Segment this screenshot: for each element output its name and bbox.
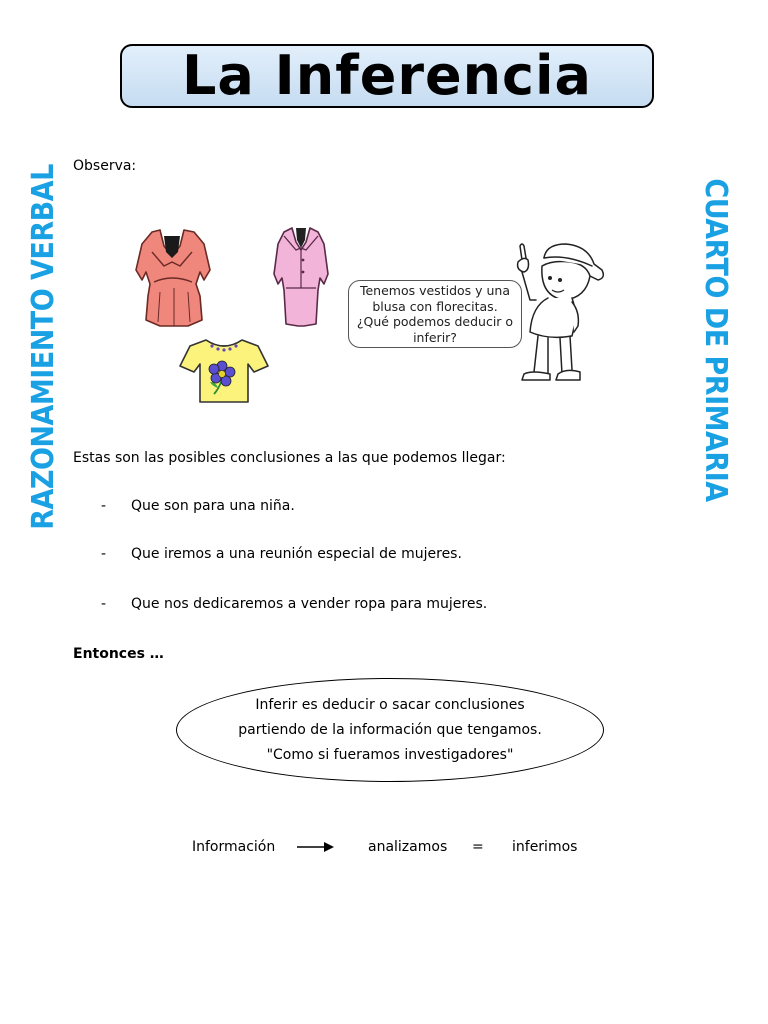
flower-blouse-icon — [178, 336, 270, 406]
flow-infer: inferimos — [512, 839, 578, 855]
definition-line: Inferir es deducir o sacar conclusiones — [255, 696, 525, 713]
list-bullet: - — [101, 546, 107, 562]
page-title: La Inferencia — [182, 44, 592, 107]
side-label-right: CUARTO DE PRIMARIA — [698, 178, 733, 502]
speech-line: inferir? — [413, 329, 457, 345]
title-box — [120, 44, 654, 108]
ladies-suit-icon — [272, 224, 330, 328]
entonces-heading: Entonces … — [73, 646, 164, 662]
list-bullet: - — [101, 596, 107, 612]
list-bullet: - — [101, 498, 107, 514]
definition-line: "Como si fueramos investigadores" — [266, 746, 514, 763]
list-item: Que nos dedicaremos a vender ropa para mujeres. — [131, 596, 488, 612]
flow-equals: = — [472, 839, 484, 855]
flow-analyze: analizamos — [368, 839, 448, 855]
speech-line: Tenemos vestidos y una — [359, 283, 511, 298]
observa-label: Observa: — [73, 158, 137, 174]
side-label-left: RAZONAMIENTO VERBAL — [26, 164, 61, 530]
boy-pointing-icon — [508, 240, 608, 390]
definition-line: partiendo de la información que tengamos. — [238, 721, 542, 738]
dress-icon — [130, 222, 212, 330]
speech-line: blusa con florecitas. — [372, 298, 498, 314]
list-item: Que iremos a una reunión especial de mujeres. — [131, 546, 462, 562]
flow-info: Información — [192, 839, 276, 855]
definition-oval — [176, 678, 604, 782]
list-item: Que son para una niña. — [131, 498, 295, 514]
conclusions-intro: Estas son las posibles conclusiones a las que podemos llegar: — [73, 450, 506, 466]
arrow-right-icon — [296, 840, 336, 854]
speech-line: ¿Qué podemos deducir o — [356, 314, 514, 329]
speech-bubble — [348, 280, 522, 348]
